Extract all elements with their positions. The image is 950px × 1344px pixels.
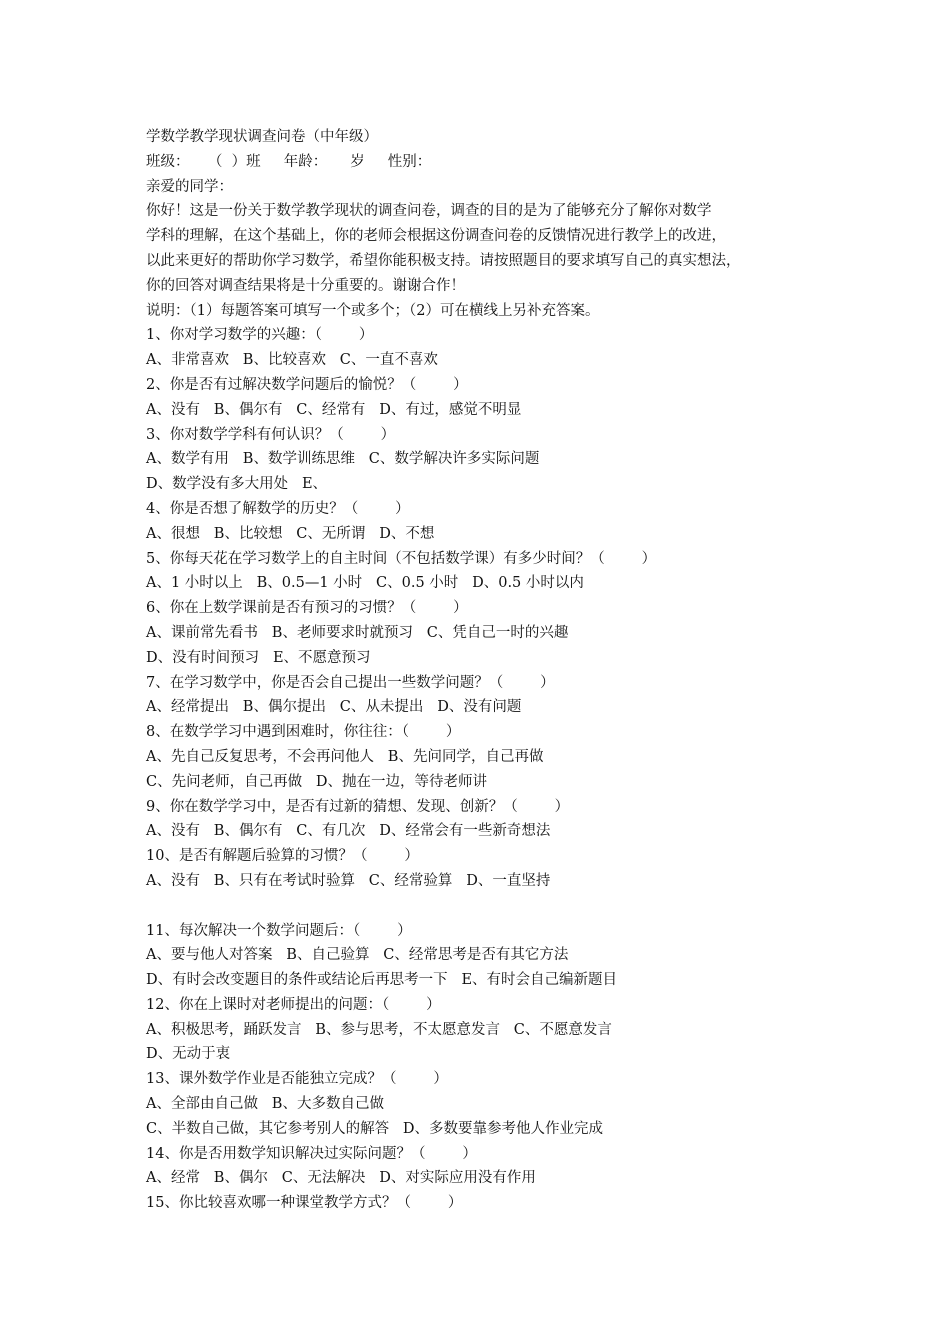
intro-line: 学科的理解，在这个基础上，你的老师会根据这份调查问卷的反馈情况进行教学上的改进， [146, 228, 726, 245]
question-1: 1、你对学习数学的兴趣：（ ） [146, 327, 374, 344]
question-3-options: D、数学没有多大用处 E、 [146, 476, 328, 493]
question-2-options: A、没有 B、偶尔有 C、经常有 D、有过，感觉不明显 [146, 401, 522, 418]
instructions-note: 说明：（1）每题答案可填写一个或多个；（2）可在横线上另补充答案。 [146, 302, 600, 319]
question-6: 6、你在上数学课前是否有预习的习惯？（ ） [146, 600, 468, 617]
question-10: 10、是否有解题后验算的习惯？（ ） [146, 848, 419, 865]
blank-line [146, 894, 836, 919]
question-11-options: A、要与他人对答案 B、自己验算 C、经常思考是否有其它方法 [146, 947, 569, 964]
question-8: 8、在数学学习中遇到困难时，你往往：（ ） [146, 724, 461, 741]
question-11: 11、每次解决一个数学问题后：（ ） [146, 922, 412, 939]
intro-line: 你好！这是一份关于数学教学现状的调查问卷，调查的目的是为了能够充分了解你对数学 [146, 203, 712, 220]
question-6-options: D、没有时间预习 E、不愿意预习 [146, 649, 371, 666]
question-13-options: C、半数自己做，其它参考别人的解答 D、多数要靠参考他人作业完成 [146, 1120, 604, 1137]
intro-line: 你的回答对调查结果将是十分重要的。谢谢合作！ [146, 277, 465, 294]
question-5: 5、你每天花在学习数学上的自主时间（不包括数学课）有多少时间？（ ） [146, 550, 657, 567]
question-8-options: A、先自己反复思考，不会再问他人 B、先问同学，自己再做 [146, 748, 544, 765]
question-7: 7、在学习数学中，你是否会自己提出一些数学问题？（ ） [146, 674, 555, 691]
question-6-options: A、课前常先看书 B、老师要求时就预习 C、凭自己一时的兴趣 [146, 624, 569, 641]
student-info-line: 班级： （ ）班 年龄： 岁 性别： [146, 153, 432, 170]
question-4-options: A、很想 B、比较想 C、无所谓 D、不想 [146, 525, 435, 542]
question-15: 15、你比较喜欢哪一种课堂教学方式？（ ） [146, 1195, 463, 1212]
questionnaire-document [146, 125, 836, 1216]
question-2: 2、你是否有过解决数学问题后的愉悦？（ ） [146, 376, 468, 393]
question-3-options: A、数学有用 B、数学训练思维 C、数学解决许多实际问题 [146, 451, 540, 468]
question-11-options: D、有时会改变题目的条件或结论后再思考一下 E、有时会自己编新题目 [146, 972, 618, 989]
question-9-options: A、没有 B、偶尔有 C、有几次 D、经常会有一些新奇想法 [146, 823, 551, 840]
document-title: 学数学教学现状调查问卷（中年级） [146, 129, 378, 145]
question-10-options: A、没有 B、只有在考试时验算 C、经常验算 D、一直坚持 [146, 872, 551, 889]
question-8-options: C、先问老师，自己再做 D、抛在一边，等待老师讲 [146, 773, 488, 790]
question-12-options: A、积极思考，踊跃发言 B、参与思考，不太愿意发言 C、不愿意发言 [146, 1021, 612, 1038]
question-1-options: A、非常喜欢 B、比较喜欢 C、一直不喜欢 [146, 352, 438, 369]
question-7-options: A、经常提出 B、偶尔提出 C、从未提出 D、没有问题 [146, 699, 522, 716]
intro-line: 以此来更好的帮助你学习数学，希望你能积极支持。请按照题目的要求填写自己的真实想法， [146, 252, 741, 269]
question-3: 3、你对数学学科有何认识？（ ） [146, 426, 396, 443]
question-9: 9、你在数学学习中，是否有过新的猜想、发现、创新？（ ） [146, 798, 570, 815]
question-14-options: A、经常 B、偶尔 C、无法解决 D、对实际应用没有作用 [146, 1170, 536, 1187]
question-14: 14、你是否用数学知识解决过实际问题？（ ） [146, 1145, 477, 1162]
question-5-options: A、1 小时以上 B、0.5—1 小时 C、0.5 小时 D、0.5 小时以内 [146, 575, 584, 592]
question-4: 4、你是否想了解数学的历史？（ ） [146, 500, 410, 517]
question-12: 12、你在上课时对老师提出的问题：（ ） [146, 996, 441, 1013]
question-13-options: A、全部由自己做 B、大多数自己做 [146, 1096, 384, 1113]
greeting: 亲爱的同学： [146, 178, 233, 195]
question-12-options: D、无动于衷 [146, 1046, 231, 1063]
question-13: 13、课外数学作业是否能独立完成？（ ） [146, 1071, 448, 1088]
